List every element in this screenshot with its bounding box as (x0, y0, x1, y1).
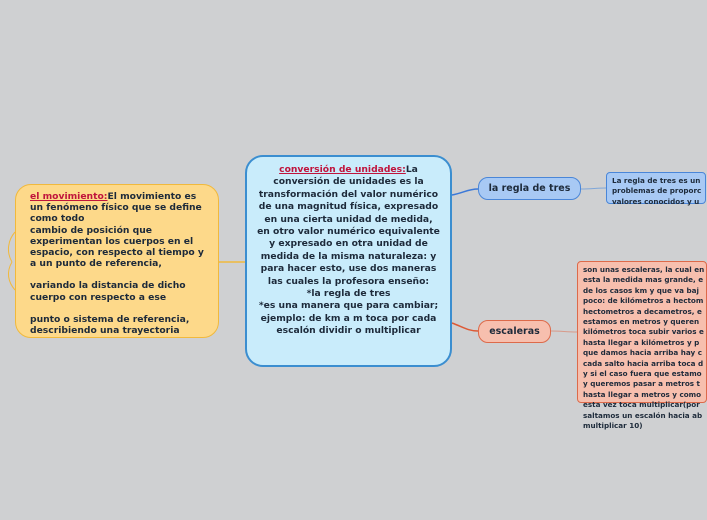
leaf-escaleras-line: son unas escaleras, la cual en (583, 265, 705, 274)
leaf-escaleras-line: hasta llegar a kilómetros y p (583, 337, 700, 347)
leaf-escaleras-line: y queremos pasar a metros t (583, 379, 700, 389)
branch-escaleras[interactable] (478, 320, 551, 343)
leaf-escaleras-line: cada salto hacia arriba toca d (583, 358, 704, 368)
leaf-escaleras-line: y si el caso fuera que estamo (583, 369, 702, 379)
paragraph-gap (30, 269, 208, 280)
leaf-escaleras-line: de los casos km y que va baj (583, 285, 699, 295)
branch-la-regla-de-tres[interactable] (478, 177, 581, 200)
leaf-escaleras-line: hectometros a decametros, e (583, 306, 702, 316)
central-topic-point-escaleras: *es una manera que para cambiar; ejemplo: de km a m toca por cada escalón dividir o multiplicar (258, 300, 439, 337)
movement-distance-text: variando la distancia de dicho cuerpo con respecto a ese (30, 280, 186, 303)
movement-intro-text: El movimiento es un fenómeno físico que se define como todo (30, 191, 202, 225)
leaf-escaleras-line: esta vez toca multiplicar(por (583, 400, 700, 410)
leaf-escaleras-line: estamos en metros y queren (583, 317, 700, 327)
leaf-escaleras-line: multiplicar 10) (583, 421, 643, 431)
branch-escaleras-label: escaleras (489, 326, 540, 337)
topic-el-movimiento[interactable] (15, 184, 219, 338)
leaf-escaleras-line: que damos hacia arriba hay c (583, 348, 702, 358)
movement-definition-text: cambio de posición que experimentan los cuerpos en el espacio, con respecto al tiempo y a un punto de referencia, (30, 224, 204, 270)
central-topic-title: conversión de unidades: (279, 164, 406, 175)
connector-central-to-escaleras (452, 323, 478, 331)
leaf-escaleras-line: hasta llegar a metros y como (583, 389, 702, 399)
connector-central-to-regla (452, 189, 478, 195)
central-topic-point-regla: *la regla de tres (306, 288, 391, 300)
leaf-regla-de-tres-description[interactable] (606, 172, 706, 204)
leaf-regla-line: La regla de tres es un (612, 176, 701, 185)
leaf-escaleras-line: poco: de kilómetros a hectom (583, 296, 704, 306)
movement-reference-text: punto o sistema de referencia, describiendo una trayectoria (30, 313, 190, 337)
central-topic-conversion-de-unidades[interactable] (245, 155, 452, 367)
leaf-regla-line: problemas de proporc (612, 186, 702, 196)
paragraph-gap (30, 303, 208, 314)
leaf-regla-line: valores conocidos y u (612, 196, 700, 206)
connector-regla-to-leaf (581, 188, 606, 189)
movement-title: el movimiento: (30, 191, 108, 202)
movement-intro-paragraph (30, 191, 208, 225)
leaf-escaleras-line: esta la medida mas grande, e (583, 275, 704, 285)
central-topic-body: La conversión de unidades es la transformación del valor numérico de una magnitud física, expresado en una cierta unidad de medida, en otro valor numérico equivalente y expresado en otra unidad de medida de la misma naturaleza: y para hacer esto, use dos maneras las cuales la profesora enseño: (257, 164, 440, 287)
branch-la-regla-de-tres-label: la regla de tres (488, 183, 571, 194)
leaf-escaleras-description[interactable] (577, 261, 707, 431)
connector-escaleras-to-leaf (551, 331, 577, 332)
leaf-escaleras-line: saltamos un escalón hacia ab (583, 410, 703, 420)
leaf-escaleras-line: kilómetros toca subir varios e (583, 327, 704, 337)
